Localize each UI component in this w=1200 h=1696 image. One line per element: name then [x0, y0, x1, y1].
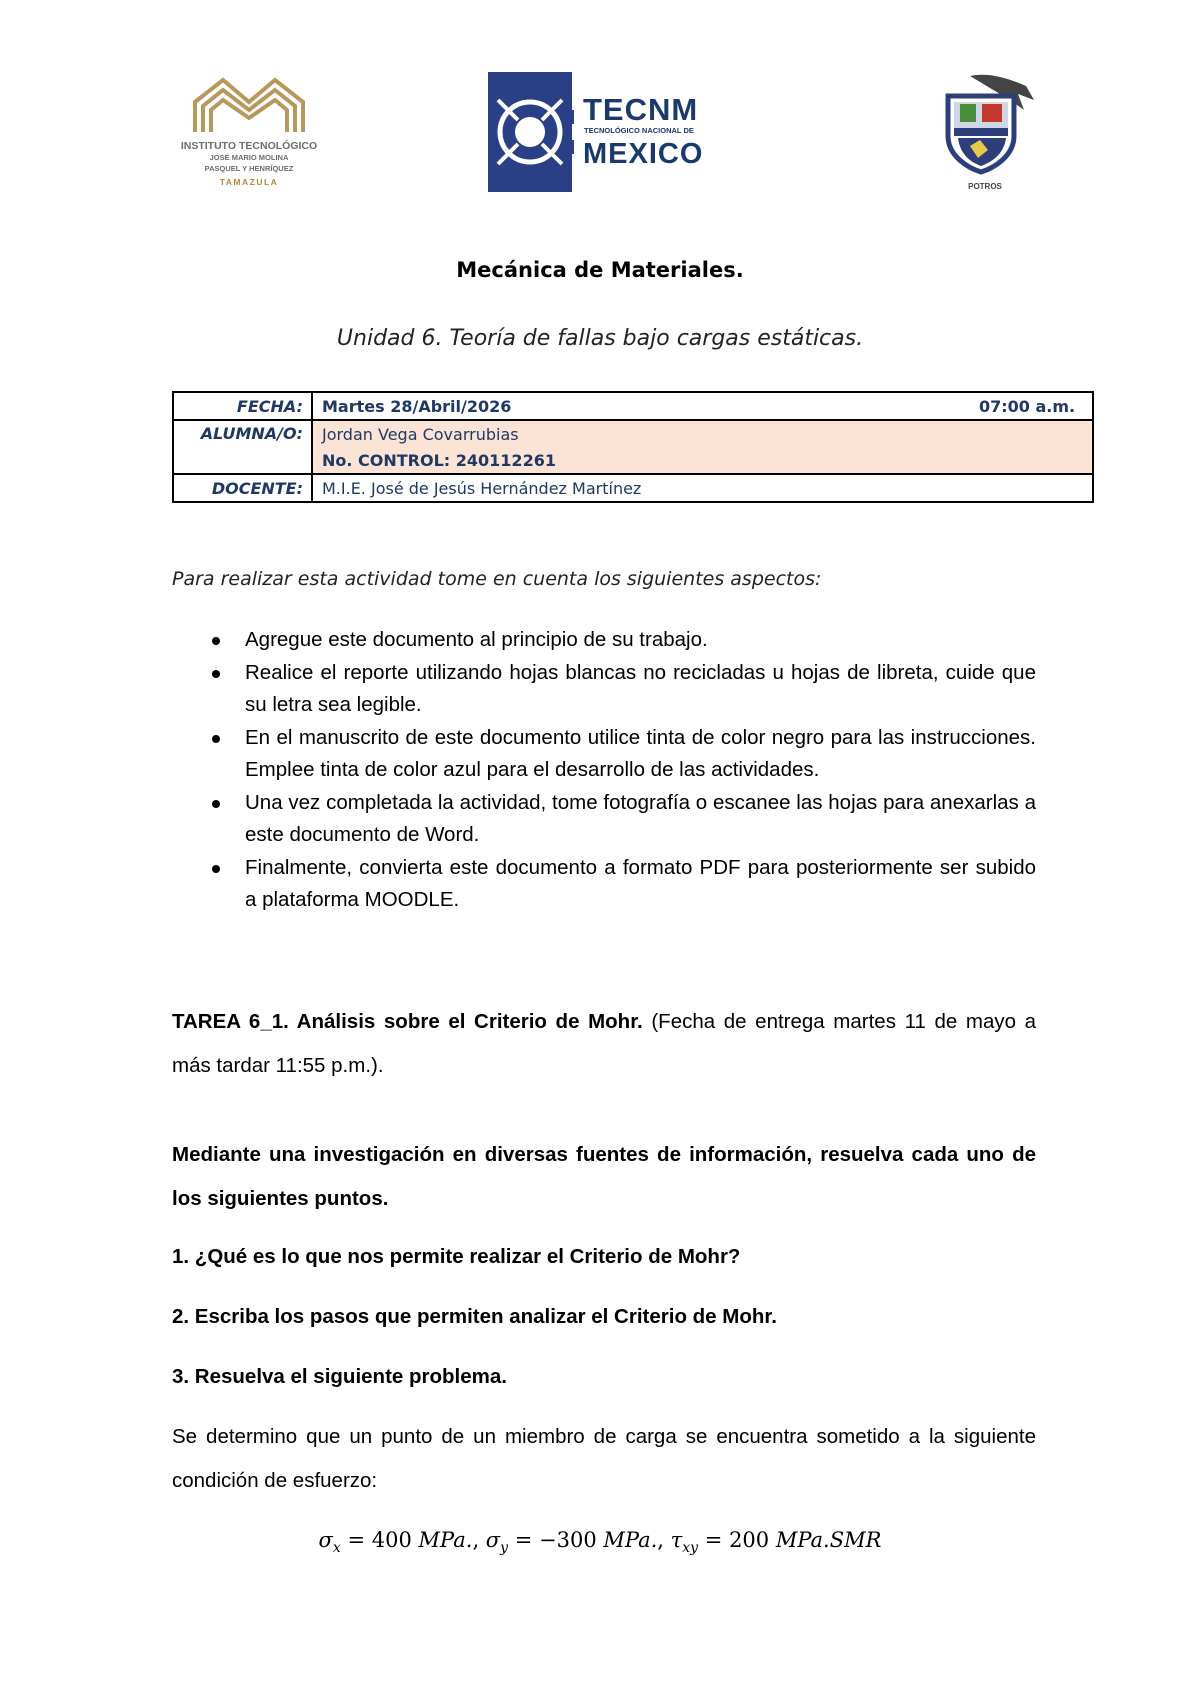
list-item: [172, 624, 1036, 657]
document-subtitle: Unidad 6. Teoría de fallas bajo cargas estáticas.: [336, 326, 864, 351]
formula-tail: SMR: [829, 1528, 882, 1552]
alumno-name: Jordan Vega Covarrubias: [312, 420, 1093, 447]
info-table: [172, 391, 1094, 503]
tecnm-country: MEXICO: [583, 138, 704, 170]
sigma-x-symbol: σ: [318, 1528, 333, 1552]
bullet-icon: [212, 735, 220, 743]
ittj-emblem-icon: [189, 72, 309, 134]
control-number: No. CONTROL: 240112261: [312, 447, 1093, 474]
tecnm-name: TECNM: [583, 92, 699, 127]
potros-shield-icon: [930, 70, 1040, 180]
question-2: 2. Escriba los pasos que permiten analizar el Criterio de Mohr.: [172, 1305, 777, 1328]
ittj-logo: [175, 72, 323, 192]
bullet-text: En el manuscrito de este documento utilice tinta de color negro para las instrucciones. Emplee tinta de color azul para el desarrollo de las actividades.: [245, 725, 1036, 781]
list-item: [172, 657, 1036, 722]
alumno-row: [173, 420, 1093, 447]
sigma-y-sub: y: [500, 1540, 509, 1557]
tecnm-sub: TECNOLÓGICO NACIONAL DE: [584, 126, 694, 135]
bullet-icon: [212, 637, 220, 645]
fecha-row: [173, 392, 1093, 420]
tau-xy-symbol: τ: [670, 1528, 683, 1552]
instructions-list: [172, 624, 1036, 917]
ittj-line3: PASQUEL Y HENRÍQUEZ: [204, 164, 294, 173]
question-3: 3. Resuelva el siguiente problema.: [172, 1365, 507, 1388]
sigma-x-sub: x: [332, 1540, 341, 1557]
ittj-line2: JOSÉ MARIO MOLINA: [209, 153, 289, 162]
question-1: 1. ¿Qué es lo que nos permite realizar el Criterio de Mohr?: [172, 1245, 741, 1268]
docente-label: DOCENTE:: [173, 474, 312, 502]
task-title: TAREA 6_1. Análisis sobre el Criterio de Mohr.: [172, 1010, 643, 1033]
instructions-intro: Para realizar esta actividad tome en cuenta los siguientes aspectos:: [172, 568, 822, 590]
bullet-text: Realice el reporte utilizando hojas blancas no recicladas u hojas de libreta, cuide que su letra sea legible.: [245, 660, 1036, 716]
sigma-y-symbol: σ: [485, 1528, 501, 1552]
tau-xy-unit: MPa.: [775, 1528, 830, 1552]
docente-row: [173, 474, 1093, 502]
potros-name: POTROS: [968, 182, 1002, 191]
hora-value: 07:00 a.m.: [979, 396, 1076, 416]
docente-name: M.I.E. José de Jesús Hernández Martínez: [312, 474, 1093, 502]
list-item: [172, 787, 1036, 852]
tecnm-gear-icon: [488, 70, 578, 194]
fecha-label: FECHA:: [173, 392, 312, 420]
document-title: Mecánica de Materiales.: [456, 258, 744, 282]
task-paragraph: [172, 1000, 1036, 1088]
ittj-line1: INSTITUTO TECNOLÓGICO: [180, 140, 318, 152]
list-item: [172, 852, 1036, 917]
ittj-line4: TAMAZULA: [219, 177, 279, 187]
sigma-y-unit: MPa.: [603, 1528, 658, 1552]
fecha-cell: [312, 392, 1093, 420]
bullet-icon: [212, 800, 220, 808]
sigma-x-unit: MPa.: [418, 1528, 473, 1552]
sigma-x-value: 400: [371, 1528, 412, 1552]
stress-formula: $\sigma_x = 400$ MPa., $\sigma_y = -300$ MPa., $\tau_{xy} = 200$ MPa.SMR: [318, 1528, 882, 1557]
alumno-label: ALUMNA/O:: [173, 420, 312, 474]
task-deadline: (Fecha de entrega martes 11 de mayo a más tardar 11:55 p.m.).: [172, 1010, 1037, 1077]
bullet-text: Una vez completada la actividad, tome fotografía o escanee las hojas para anexarlas a este documento de Word.: [245, 790, 1036, 846]
sigma-y-value: −300: [539, 1528, 597, 1552]
tau-xy-value: 200: [729, 1528, 770, 1552]
fecha-value: Martes 28/Abril/2026: [322, 396, 512, 416]
tau-xy-sub: xy: [682, 1540, 699, 1557]
bullet-text: Finalmente, convierta este documento a formato PDF para posteriormente ser subido a plataforma MOODLE.: [245, 855, 1036, 911]
problem-text: Se determino que un punto de un miembro de carga se encuentra sometido a la siguiente condición de esfuerzo:: [172, 1425, 1036, 1492]
bullet-icon: [212, 670, 220, 678]
tecnm-logo: [488, 70, 728, 194]
potros-logo: [930, 70, 1040, 196]
research-intro: Mediante una investigación en diversas fuentes de información, resuelva cada uno de los siguientes puntos.: [172, 1143, 1036, 1210]
bullet-icon: [212, 865, 220, 873]
list-item: [172, 722, 1036, 787]
bullet-text: Agregue este documento al principio de su trabajo.: [245, 628, 708, 651]
